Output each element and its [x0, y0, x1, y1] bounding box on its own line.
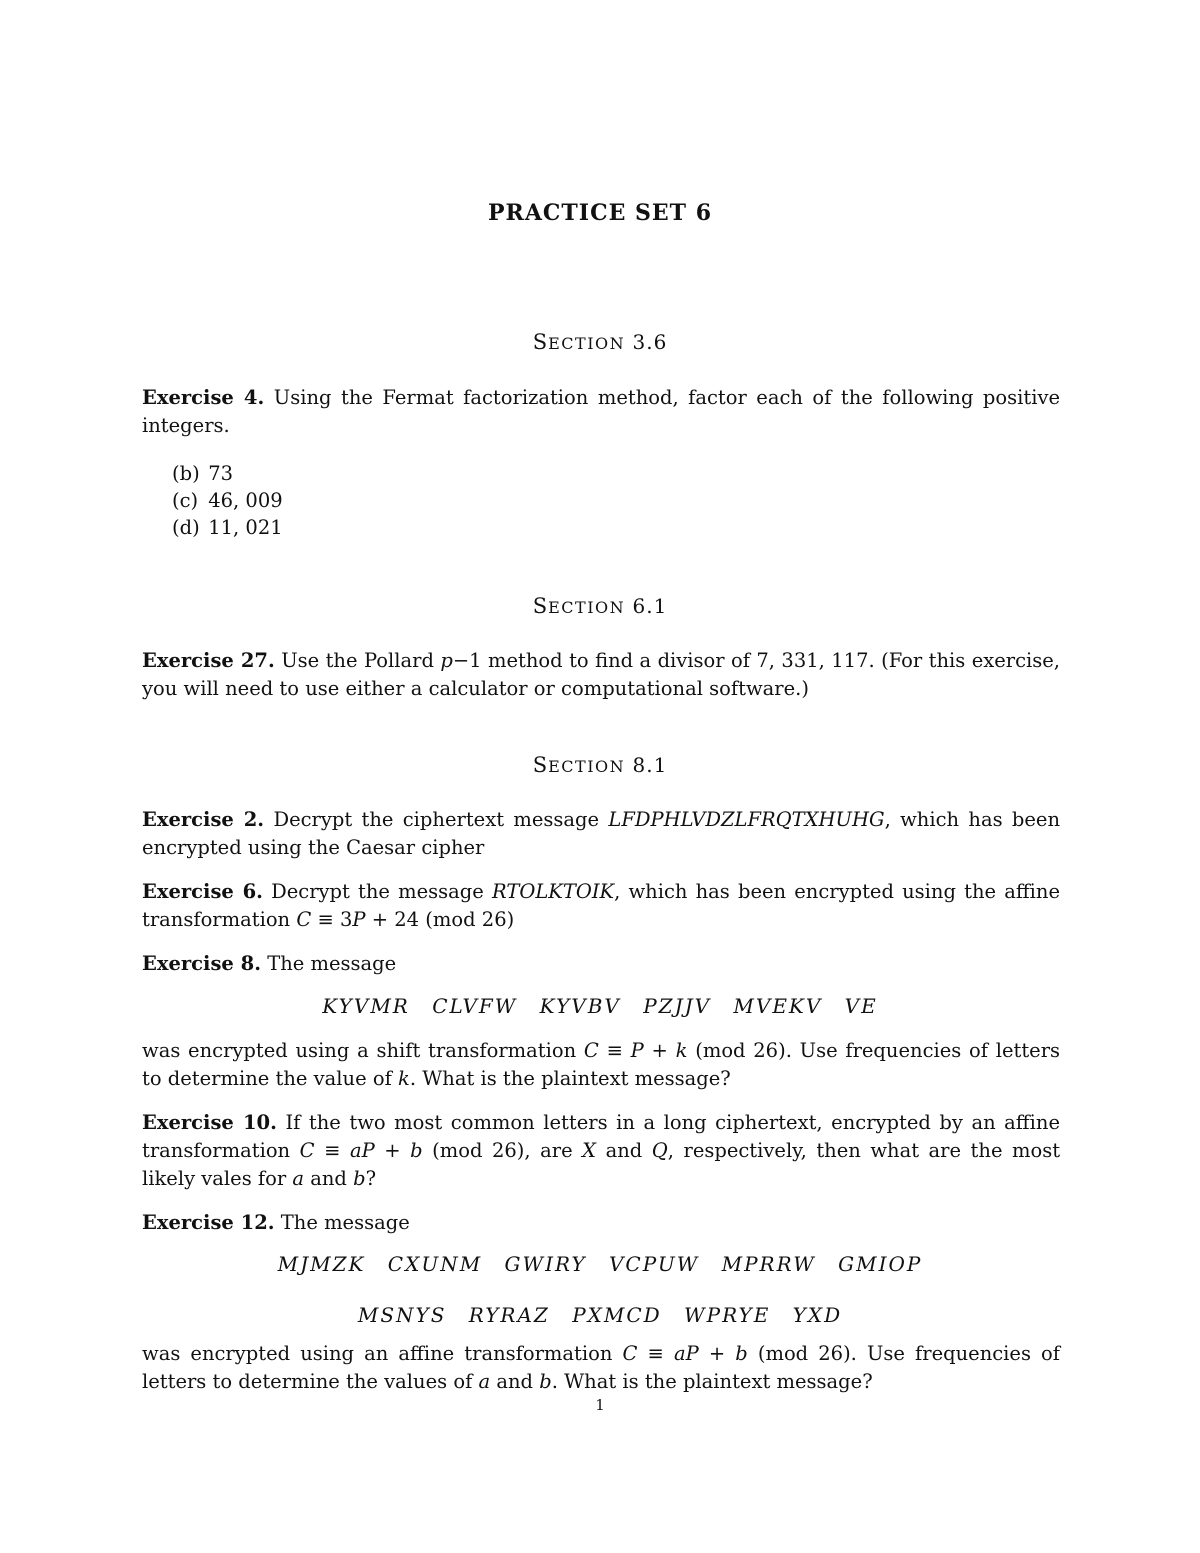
- math-operator: +: [708, 1342, 726, 1365]
- list-item: [172, 514, 283, 541]
- section-heading-smallcaps: ECTION: [548, 757, 626, 776]
- math-variable: X: [582, 1139, 597, 1162]
- exercise-text: and: [310, 1167, 347, 1190]
- list-item: [172, 487, 283, 514]
- exercise-text: Decrypt the message: [271, 880, 484, 903]
- math-variable: C: [622, 1342, 638, 1365]
- math-variable: b: [353, 1167, 366, 1190]
- math-variable: C: [583, 1039, 599, 1062]
- exercise-4: [142, 384, 1060, 440]
- exercise-4-list: [172, 460, 283, 541]
- ciphertext-inline: LFDPHLVDZLFRQTXHUHG: [608, 808, 885, 831]
- exercise-text: (mod 26). Use frequencies of letters to determine the values of: [142, 1342, 1060, 1393]
- document-title: PRACTICE SET 6: [488, 200, 712, 226]
- exercise-text: was encrypted using an affine transformation: [142, 1342, 613, 1365]
- exercise-text: + 24 (mod 26): [371, 908, 515, 931]
- math-variable: a: [478, 1370, 491, 1393]
- math-operator: +: [651, 1039, 668, 1062]
- exercise-text: (mod 26), are: [432, 1139, 573, 1162]
- math-variable: P: [630, 1039, 644, 1062]
- section-heading-3-6: [0, 330, 1200, 354]
- section-heading-8-1: [0, 753, 1200, 777]
- exercise-27: [142, 647, 1060, 703]
- exercise-text: −1 method to find a divisor of 7, 331, 117. (For this exercise, you will need to use either a calculator or computational software.): [142, 649, 1060, 700]
- exercise-text: , which has been encrypted using the Caesar cipher: [142, 808, 1061, 859]
- math-variable: Q: [651, 1139, 668, 1162]
- exercise-text: The message: [267, 952, 397, 975]
- exercise-text: If the two most common letters in a long ciphertext, encrypted by an affine transformation: [142, 1111, 1060, 1162]
- math-variable: b: [539, 1370, 552, 1393]
- math-variable: b: [735, 1342, 748, 1365]
- list-item-label: (b): [172, 462, 200, 485]
- math-variable: b: [410, 1139, 423, 1162]
- exercise-text: and: [605, 1139, 643, 1162]
- exercise-label: Exercise 10.: [142, 1111, 277, 1134]
- section-number: 6.1: [632, 594, 668, 618]
- exercise-text: Using the Fermat factorization method, factor each of the following positive integers.: [142, 386, 1061, 437]
- list-item-label: (d): [172, 516, 200, 539]
- math-operator: ≡: [647, 1342, 664, 1365]
- exercise-text: . What is the plaintext message?: [551, 1370, 873, 1393]
- math-variable: P: [352, 908, 366, 931]
- exercise-label: Exercise 6.: [142, 880, 263, 903]
- exercise-8-body: [142, 1037, 1060, 1093]
- math-variable: k: [675, 1039, 688, 1062]
- exercise-label: Exercise 8.: [142, 952, 261, 975]
- math-variable: aP: [349, 1139, 375, 1162]
- math-variable: p: [440, 649, 453, 672]
- exercise-text: . What is the plaintext message?: [409, 1067, 731, 1090]
- math-variable: k: [398, 1067, 410, 1090]
- exercise-text: The message: [280, 1211, 410, 1234]
- exercise-12-intro: [142, 1209, 1060, 1237]
- exercise-text: ?: [365, 1167, 377, 1190]
- page-number: 1: [595, 1396, 605, 1414]
- ciphertext-inline: RTOLKTOIK: [492, 880, 615, 903]
- exercise-8-intro: [142, 950, 1060, 978]
- section-heading-cap: S: [532, 594, 549, 618]
- math-operator: ≡ 3: [317, 908, 353, 931]
- exercise-label: Exercise 12.: [142, 1211, 275, 1234]
- exercise-12-body: [142, 1340, 1060, 1396]
- math-operator: ≡: [606, 1039, 623, 1062]
- exercise-text: Decrypt the ciphertext message: [273, 808, 600, 831]
- math-operator: ≡: [324, 1139, 341, 1162]
- math-variable: C: [296, 908, 312, 931]
- section-heading-cap: S: [532, 330, 549, 354]
- math-variable: a: [292, 1167, 305, 1190]
- exercise-2: [142, 806, 1060, 862]
- exercise-text: and: [496, 1370, 534, 1393]
- section-number: 3.6: [632, 330, 668, 354]
- exercise-text: , which has been encrypted using the affine transformation: [142, 880, 1061, 931]
- list-item-value: 46, 009: [208, 489, 283, 512]
- list-item: [172, 460, 283, 487]
- section-heading-cap: S: [532, 753, 549, 777]
- exercise-text: Use the Pollard: [281, 649, 434, 672]
- math-variable: C: [299, 1139, 315, 1162]
- section-heading-6-1: [0, 594, 1200, 618]
- section-heading-smallcaps: ECTION: [548, 598, 626, 617]
- exercise-label: Exercise 27.: [142, 649, 275, 672]
- ciphertext-line: KYVMR CLVFW KYVBV PZJJV MVEKV VE: [322, 994, 878, 1018]
- exercise-text: (mod 26). Use frequencies of letters to determine the value of: [142, 1039, 1061, 1090]
- exercise-text: , respectively, then what are the most likely vales for: [142, 1139, 1061, 1190]
- math-operator: +: [384, 1139, 401, 1162]
- exercise-6: [142, 878, 1060, 934]
- exercise-text: was encrypted using a shift transformation: [142, 1039, 577, 1062]
- exercise-label: Exercise 2.: [142, 808, 265, 831]
- list-item-value: 73: [208, 462, 234, 485]
- exercise-label: Exercise 4.: [142, 386, 265, 409]
- exercise-10: [142, 1109, 1060, 1193]
- ciphertext-line: MJMZK CXUNM GWIRY VCPUW MPRRW GMIOP: [277, 1252, 923, 1276]
- section-heading-smallcaps: ECTION: [548, 334, 626, 353]
- ciphertext-line: MSNYS RYRAZ PXMCD WPRYE YXD: [357, 1303, 843, 1327]
- math-variable: aP: [673, 1342, 699, 1365]
- list-item-value: 11, 021: [208, 516, 283, 539]
- section-number: 8.1: [632, 753, 668, 777]
- list-item-label: (c): [172, 489, 199, 512]
